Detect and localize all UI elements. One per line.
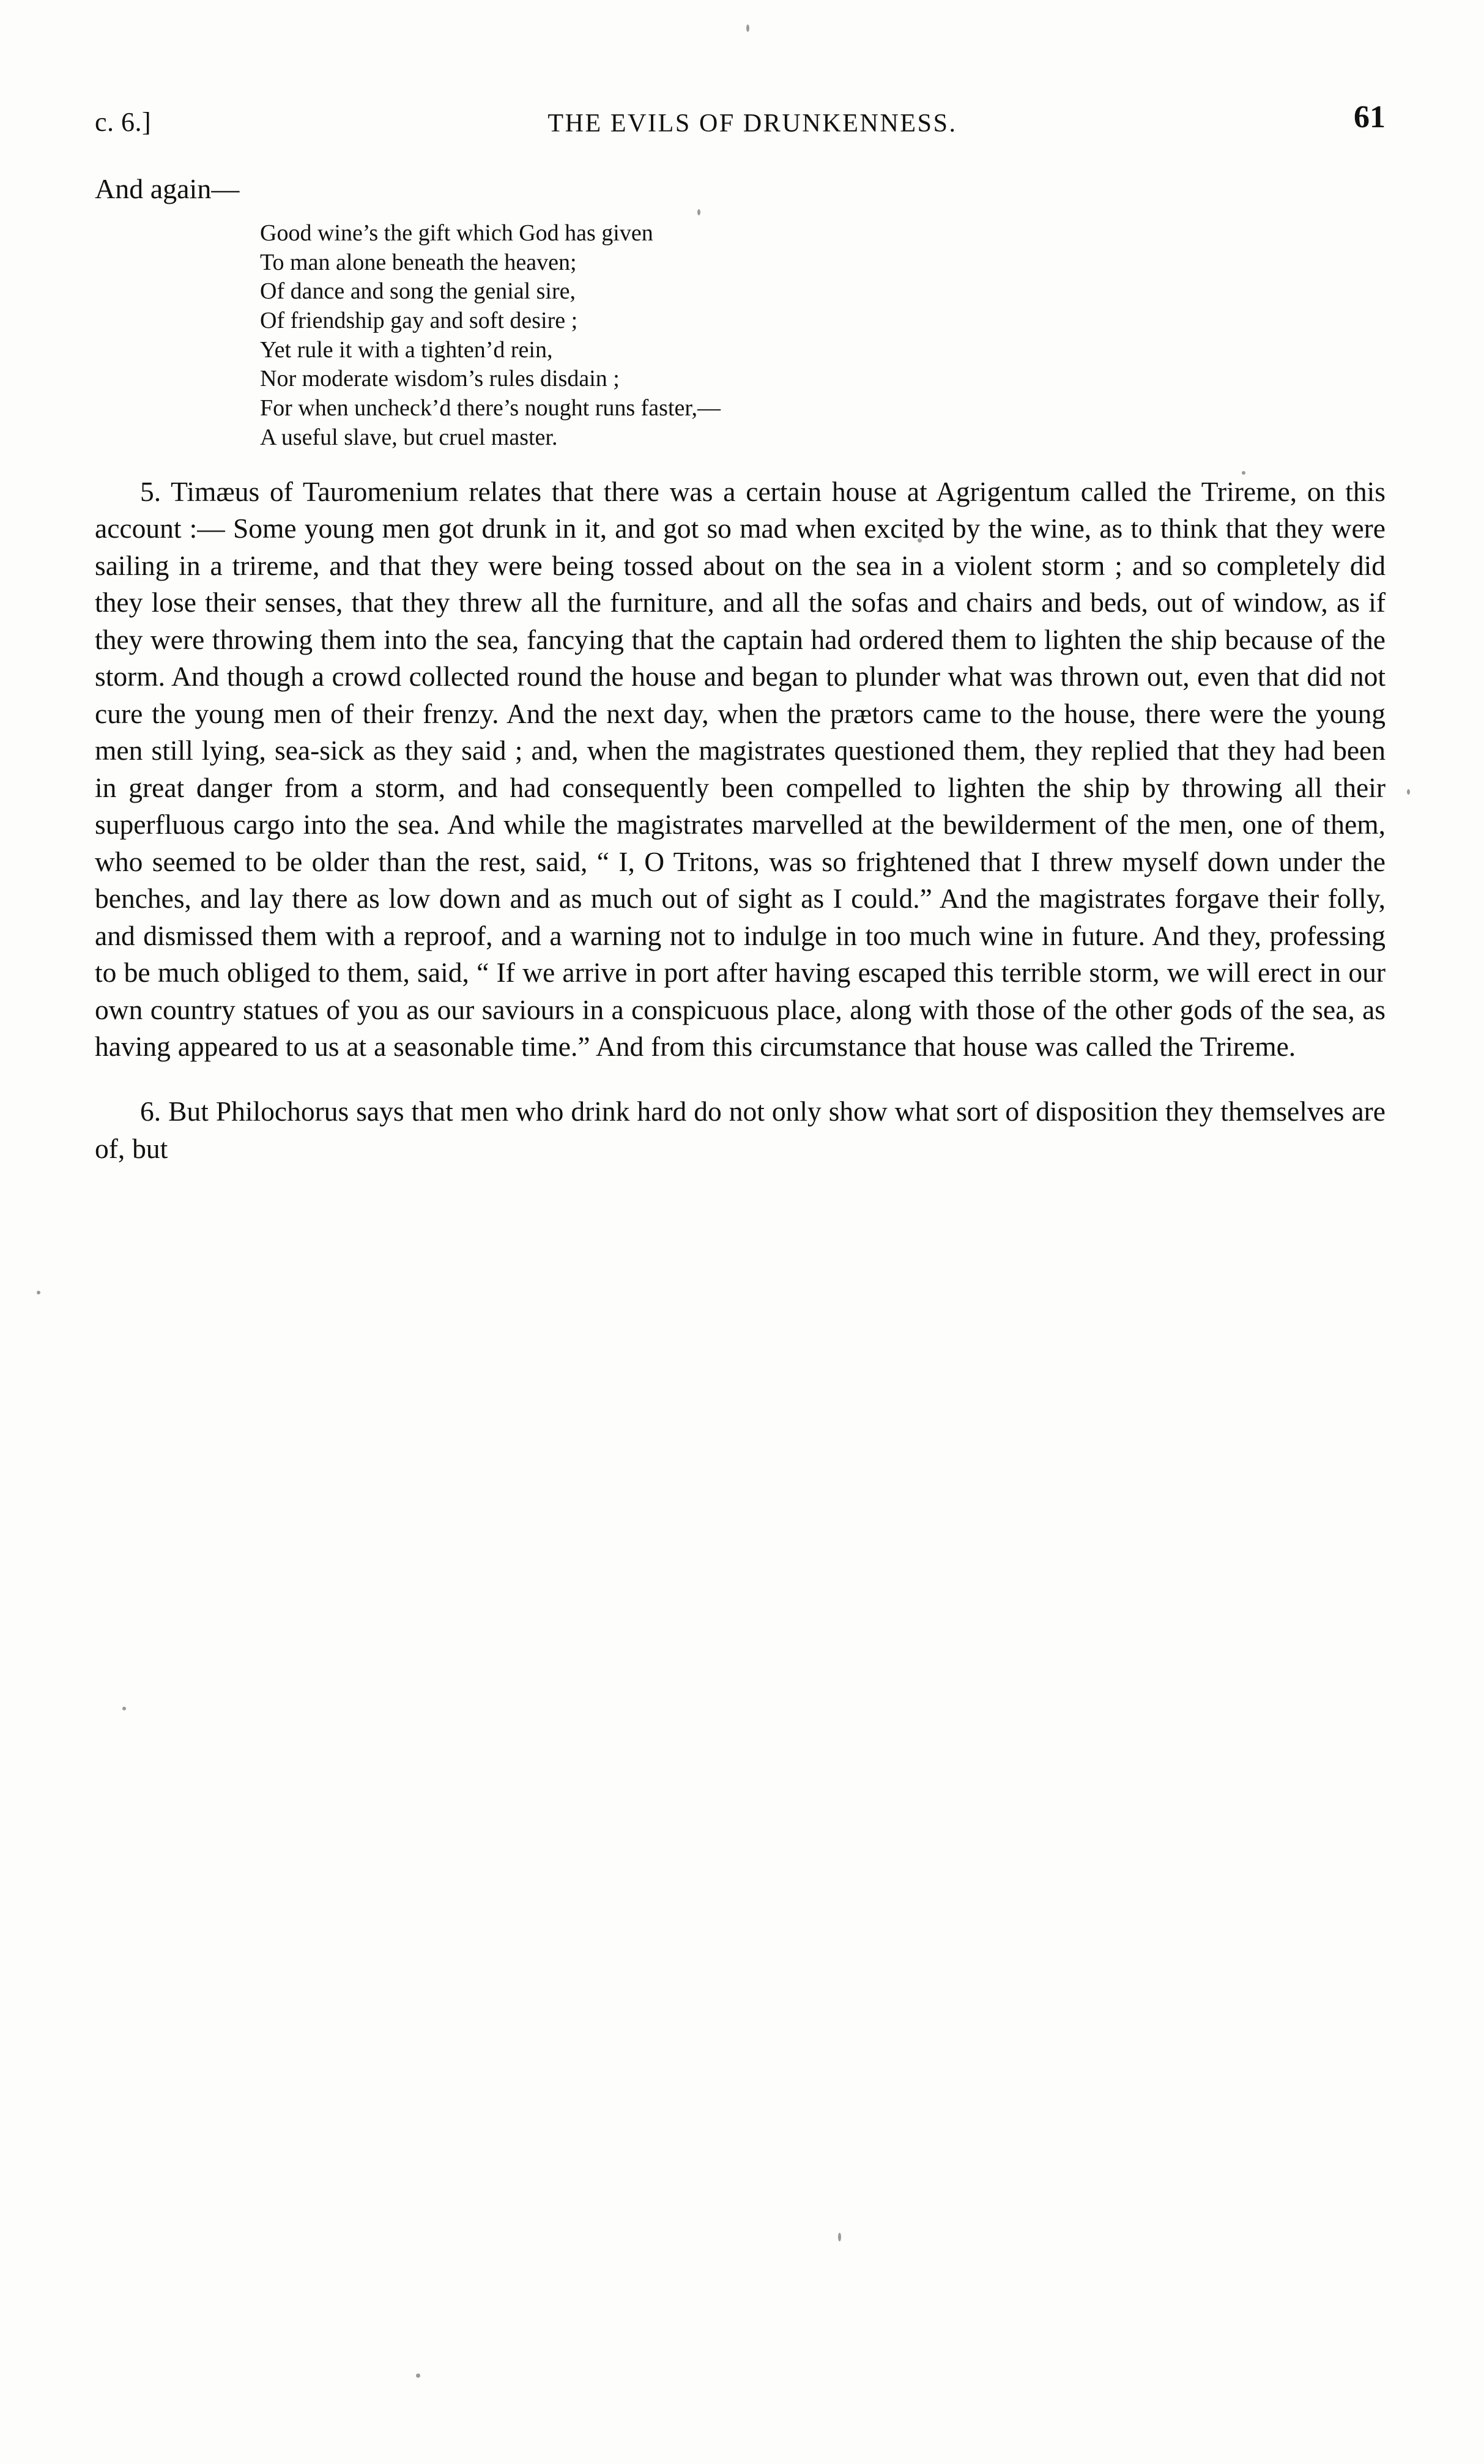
chapter-marker: c. 6.] <box>95 107 152 137</box>
running-head <box>95 92 1386 147</box>
verse-line: For when uncheck’d there’s nought runs faster,— <box>260 395 721 421</box>
scan-speck <box>746 24 749 32</box>
verse-line: Yet rule it with a tighten’d rein, <box>260 336 553 363</box>
scan-speck <box>37 1291 40 1294</box>
scan-speck <box>838 2233 841 2241</box>
scan-speck <box>1407 789 1410 795</box>
verse-line: A useful slave, but cruel master. <box>260 424 558 450</box>
verse-line: To man alone beneath the heaven; <box>260 249 577 275</box>
page-number: 61 <box>1354 100 1386 135</box>
lead-line: And again— <box>95 173 240 204</box>
paragraph-number: 5. <box>140 475 161 507</box>
verse-line: Nor moderate wisdom’s rules disdain ; <box>260 366 620 392</box>
paragraph-text: Timæus of Tauromenium relates that there was a certain house at Agrigentum called the Trireme, on this account :— Some young men got drunk in it, and got so mad when excited by the wine, as to think that they were sailing in a trireme, and that they were being tossed about on the sea in a violent storm ; and so completely did they lose their senses, that they threw all the furniture, and all the sofas and chairs and beds, out of window, as if they were throwing them into the sea, fancying that the captain had ordered them to lighten the ship because of the storm. And though a crowd collected round the house and began to plunder what was thrown out, even that did not cure the young men of their frenzy. And the next day, when the prætors came to the house, there were the young men still lying, sea-sick as they said ; and, when the magistrates questioned them, they replied that they had been in great danger from a storm, and had consequently been compelled to lighten the ship by throwing all their superfluous cargo into the sea. And while the magistrates marvelled at the bewilderment of the men, one of them, who seemed to be older than the rest, said, “ I, O Tritons, was so frightened that I threw myself down under the benches, and lay there as low down and as much out of sight as I could.” And the magistrates forgave their folly, and dismissed them with a reproof, and a warning not to indulge in too much wine in future. And they, professing to be much obliged to them, said, “ If we arrive in port after having escaped this terrible storm, we will erect in our own country statues of you as our saviours in a conspicuous place, along with those of the other gods of the sea, as having appeared to us at a seasonable time.” And from this circumstance that house was called the Trireme. <box>95 475 1386 1062</box>
paragraph-6 <box>95 1093 1386 1167</box>
verse-block <box>260 219 1386 453</box>
scan-speck <box>122 1707 126 1710</box>
verse-line: Good wine’s the gift which God has given <box>260 220 653 246</box>
verse-line: Of friendship gay and soft desire ; <box>260 308 578 334</box>
paragraph-5 <box>95 473 1386 1066</box>
paragraph-text: But Philochorus says that men who drink hard do not only show what sort of disposition they themselves are of, but <box>95 1096 1386 1164</box>
verse-line: Of dance and song the genial sire, <box>260 278 576 305</box>
page-content <box>95 92 1386 1195</box>
paragraph-number: 6. <box>140 1096 161 1127</box>
scan-speck <box>416 2373 420 2378</box>
running-title: THE EVILS OF DRUNKENNESS. <box>547 109 957 138</box>
